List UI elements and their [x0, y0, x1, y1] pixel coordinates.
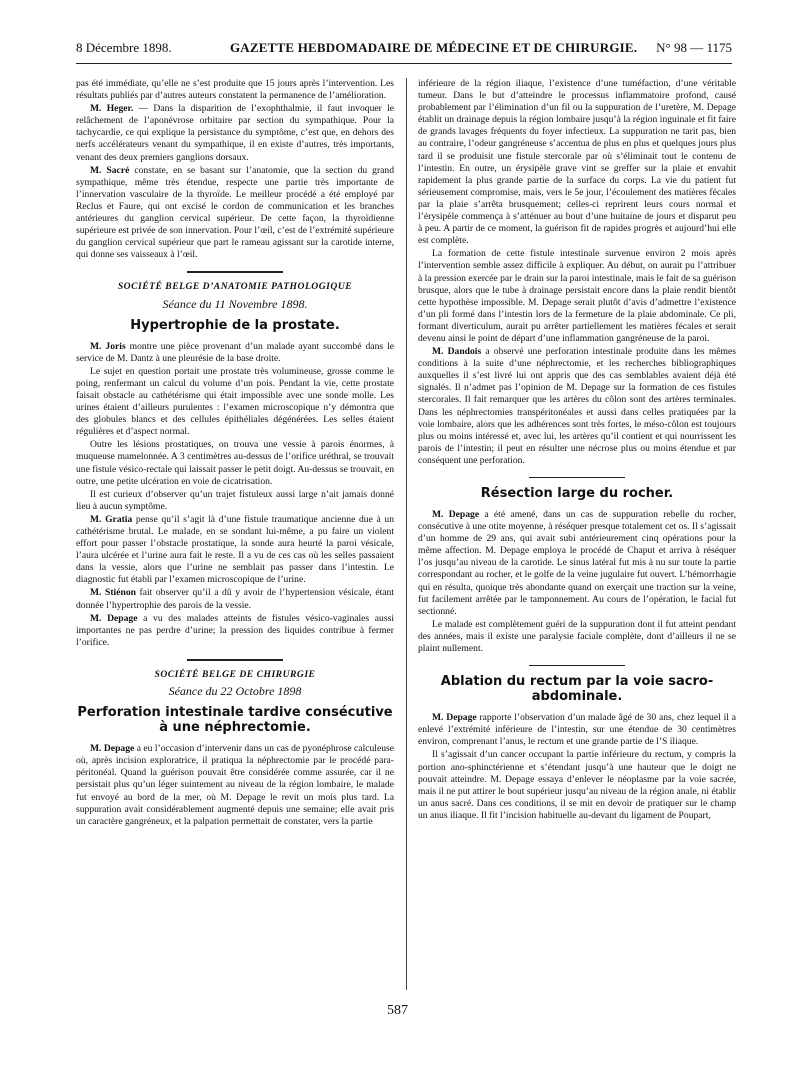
header-rule — [76, 63, 732, 64]
paragraph: inférieure de la région iliaque, l’existence d’une tuméfaction, d’une véritable tumeur. Dans le but d’atteindre le processus inflammatoire profond, causé probablement par l’élimination d’un fil ou la suppuration de l’uretère, M. Depage établit un drainage depuis la région lombaire jusqu’à la région inguinale et fit faire de grands lavages fréquents du foyer infectieux. La suppuration ne tarit pas, bien au contraire, l’odeur gangréneuse s’accentua de plus en plus et quelques jours plus tard il se produisit une fistule stercorale par où s’éliminait tout le contenu de l’intestin. En outre, un érysipèle grave vint se greffer sur la plaie et envahit rapidement la plus grande partie de la surface du corps. La vie du patient fut sérieusement compromise, mais, vers le 5e jour, l’écoulement des matières fécales par la plaie s’arrêta brusquement; celles-ci reprirent leurs cours normal et l’érysipèle commença à s’atténuer au bout d’une huitaine de jours et disparut peu à peu. A partir de ce moment, la guérison fit de rapides progrès et aujourd’hui elle est complète. — [418, 78, 736, 247]
speaker-name: M. Joris — [90, 340, 126, 352]
paragraph: M. Gratia pense qu’il s’agit là d’une fistule traumatique ancienne due à un cathétérisme brutal. Le malade, en se sondant lui-même, a pu faire un violent effort pour passer l’obstacle prostatique, la sonde aura heurté la paroi vésicale, l’aura ulcérée et l’urine aura fait le reste. Il a vu de ces cas où les selles passaient dans la vessie, alors que l’urine ne semblait pas passer dans l’intestin. Le diagnostic fut établi par l’examen microscopique de l’urine. — [76, 513, 394, 586]
paragraph: Il est curieux d’observer qu’un trajet fistuleux aussi large n’ait jamais donné lieu à aucun symptôme. — [76, 488, 394, 512]
session-date: Séance du 22 Octobre 1898 — [168, 684, 302, 699]
article-title: Ablation du rectum par la voie sacro-abdominale. — [440, 674, 714, 705]
paragraph: pas été immédiate, qu’elle ne s’est produite que 15 jours après l’intervention. Les résultats publiés par d’autres auteurs constatent la permanence de l’amélioration. — [76, 78, 394, 102]
issue-page-number: N° 98 — 1175 — [656, 40, 732, 55]
speaker-name: M. Dandois — [432, 346, 482, 358]
paragraph: La formation de cette fistule intestinale survenue environ 2 mois après l’intervention semble assez difficile à expliquer. Au début, on aurait pu l’attribuer à la pression exercée par le drain sur la paroi intestinale, mais le fait de sa guérison brusque, alors que le tube à drainage persistait encore dans la plaie rendit bientôt cette hypothèse impossible. M. Depage serait plutôt d’avis d’admettre l’existence d’un pli formé dans l’intestin lors de la fermeture de la plaie abdominale. Ce pli, formant diverticulum, aurait pu arrêter partiellement les matières fécales et serait devenu ainsi le point de départ d’une inflammation gangréneuse de la paroi. — [418, 248, 736, 344]
paragraph: M. Depage a eu l’occasion d’intervenir dans un cas de pyonéphrose calculeuse où, après incision exploratrice, il pratiqua la néphrectomie par le procédé para-péritonéal. Quand la guérison pouvait être considérée comme assurée, car il ne persistait plus qu’un léger suintement au niveau de la région lombaire, le malade fut envoyé au bord de la mer, où M. Depage le revit un mois plus tard. La suppuration avait considérablement augmenté depuis une semaine; elle avait pris un caractère gangréneux, et la palpation permettait de constater, vers la partie — [76, 743, 394, 827]
article-title: Hypertrophie de la prostate. — [130, 317, 340, 333]
paragraph: M. Depage a été amené, dans un cas de suppuration rebelle du rocher, consécutive à une otite moyenne, à réséquer presque totalement cet os. Il s’agissait d’un homme de 29 ans, qui avait subi antérieurement cinq opérations pour la même affection. M. Depage employa le procédé de Chaput et arriva à réséquer l’os jusqu’au niveau de la carotide. Le sinus latéral fut mis à nu sur toute la partie correspondant au rocher, et le golfe de la veine jugulaire fut ouvert. L’hémorrhagie qui en résulta, quoique très abondante quand on exerçait une traction sur la veine, fut facilement arrêtée par le tamponnement. Au cours de l’opération, le facial fut sectionné. — [418, 509, 736, 617]
section-rule — [187, 659, 283, 661]
column-divider — [406, 78, 407, 990]
right-column — [418, 78, 736, 823]
paragraph: M. Depage a vu des malades atteints de fistules vésico-vaginales aussi importantes ne pas perdre d’urine; la pression des liquides contribue à fermer l’orifice. — [76, 612, 394, 648]
header-date: 8 Décembre 1898. — [76, 40, 172, 55]
speaker-name: M. Gratia — [90, 513, 133, 525]
section-rule — [529, 665, 625, 666]
paragraph: M. Depage rapporte l’observation d’un malade âgé de 30 ans, chez lequel il a enlevé l’extrémité inférieure de l’intestin, sur une étendue de 30 centimètres environ, comprenant l’anus, le rectum et une grande partie de l’S iliaque. — [418, 712, 736, 748]
section-rule — [187, 271, 283, 273]
speaker-name: M. Depage — [90, 612, 138, 624]
society-heading: SOCIÉTÉ BELGE D’ANATOMIE PATHOLOGIQUE — [117, 281, 353, 293]
article-title: Perforation intestinale tardive consécutive à une néphrectomie. — [77, 705, 393, 736]
paragraph: Le malade est complètement guéri de la suppuration dont il fut atteint pendant des années, mais il existe une paralysie faciale complète, dont d’ailleurs il ne se plaint nullement. — [418, 618, 736, 655]
page-number: 587 — [387, 1003, 408, 1018]
speaker-name: M. Depage — [432, 712, 477, 724]
left-column — [76, 78, 394, 829]
speaker-name: M. Sacré — [90, 164, 130, 176]
speaker-name: M. Heger. — [90, 103, 134, 115]
paragraph: M. Sacré constate, en se basant sur l’anatomie, que la section du grand sympathique, même très étendue, respecte une partie très importante de l’innervation vasculaire de la thyroïde. Le meilleur procédé a été employé par Reclus et Faure, qui ont excisé le cordon de communication et les branches antérieures du ganglion cervical supérieur. De cette façon, la thyroïdienne supérieure est privée de son innervation. Pour l’œil, c’est de l’extrémité supérieure du ganglion cervical supérieur que part le rameau agissant sur la carotide interne, qui donne ses vaisseaux à l’œil. — [76, 164, 394, 261]
paragraph: M. Stiénon fait observer qu’il a dû y avoir de l’hypertension vésicale, étant donnée l’hypertrophie des parois de la vessie. — [76, 587, 394, 611]
speaker-name: M. Depage — [432, 509, 480, 520]
paragraph: Le sujet en question portait une prostate très volumineuse, grosse comme le poing, renfermant un calcul du volume d’un pois. Pendant la vie, cette prostate faisait obstacle au cathétérisme qui était impossible avec une sonde molle. Les urines étaient d’ailleurs purulentes : l’examen microscopique n’y démontra que des globules blancs et des cellules épithéliales dégénérées. Les selles étaient régulières et d’aspect normal. — [76, 365, 394, 438]
paragraph: Il s’agissait d’un cancer occupant la partie inférieure du rectum, y compris la portion ano-sphinctérienne et s’étendant jusqu’à une hauteur que le doigt ne pouvait atteindre. M. Depage essaya d’enlever le néoplasme par la voie sacrée, mais il ne put attirer le bout supérieur jusqu’au niveau de la région anale, ni établir un anus sacré. Dans ces conditions, il se mit en devoir de pratiquer sur le champ un anus iliaque. Il fit l’incision habituelle au-devant du ligament de Poupart, — [418, 749, 736, 821]
paragraph: M. Dandois a observé une perforation intestinale produite dans les mêmes conditions à la suite d’une néphrectomie, et les recherches bibliographiques auxquelles il s’est livré lui ont appris que des cas semblables avaient déjà été signalés. Il n’admet pas l’opinion de M. Depage sur la formation de ces fistules stercorales. Il fait remarquer que les artères du côlon sont des artères terminales. Dans les néphrectomies transpéritonéales et aussi dans celles pratiquées par la voie lombaire, alors que les adhérences sont très fortes, le méso-côlon est toujours plus ou moins intéressé et, avec lui, les artères qu’il contient et qui nourrissent les parois de l’intestin; il peut en résulter une nécrose plus ou moins étendue et par conséquent une perforation. — [418, 346, 736, 466]
journal-title: GAZETTE HEBDOMADAIRE DE MÉDECINE ET DE CHIRURGIE. — [230, 40, 638, 55]
section-rule — [529, 477, 625, 478]
paragraph: Outre les lésions prostatiques, on trouva une vessie à parois énormes, à muqueuse mamelonnée. A 3 centimètres au-dessus de l’orifice uréthral, se trouvait une fistule vésico-rectale qui laissait passer le petit doigt. Au-dessus se trouvait, en outre, une petite ulcération en voie de cicatrisation. — [76, 439, 394, 487]
paragraph: M. Joris montre une pièce provenant d’un malade ayant succombé dans le service de M. Dantz à une pleurésie de la base droite. — [76, 340, 394, 364]
speaker-name: M. Stiénon — [90, 587, 136, 599]
article-title: Résection large du rocher. — [480, 486, 674, 501]
paragraph: M. Heger. — Dans la disparition de l’exophthalmie, il faut invoquer le relâchement de l’aponévrose orbitaire par section du sympathique. Pour la tachycardie, ce qui explique la persistance du symptôme, c’est que, en dehors des nerfs accélérateurs venant du sympathique, il en existe d’autres, très importants, venant des deux premiers ganglions dorsaux. — [76, 103, 395, 163]
page-header — [76, 38, 732, 60]
speaker-name: M. Depage — [90, 743, 135, 755]
session-date: Séance du 11 Novembre 1898. — [162, 296, 308, 311]
society-heading: SOCIÉTÉ BELGE DE CHIRURGIE — [154, 668, 316, 680]
